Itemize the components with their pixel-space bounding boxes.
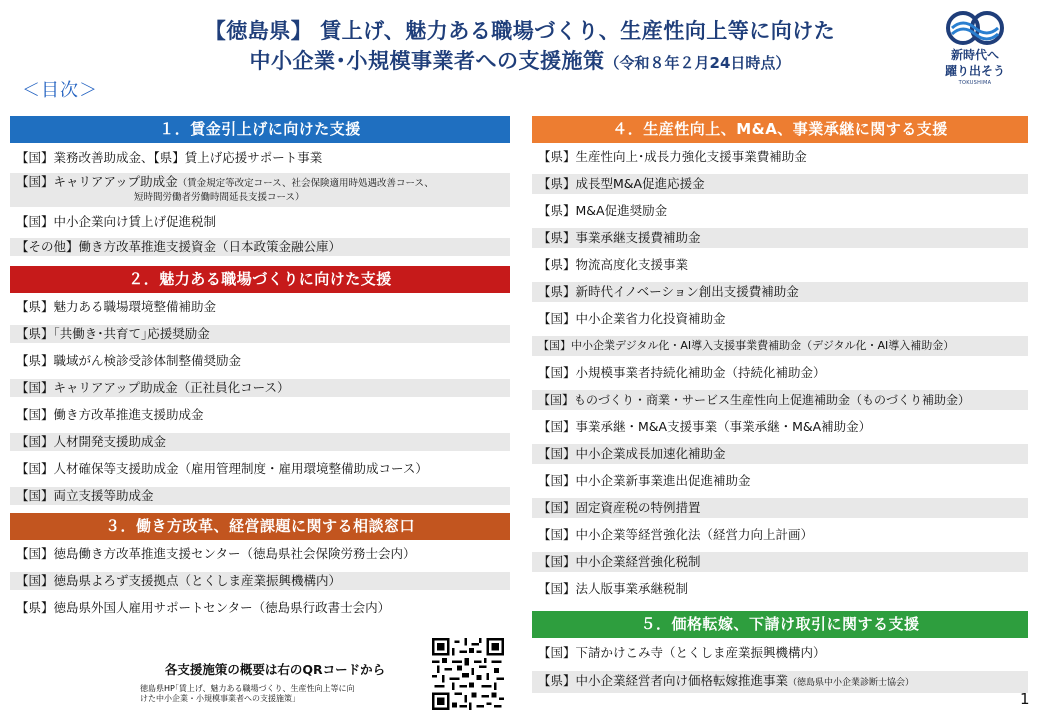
s1-item-note-2: 短時間労働者労働時間延長支援コース） [134, 192, 305, 203]
title-line-2 [120, 46, 920, 78]
s5-item-note: （徳島県中小企業診断士協会） [788, 678, 915, 688]
right-column [532, 116, 1028, 693]
s2-item: 【国】キャリアアップ助成金（正社員化コース） [10, 379, 510, 397]
logo-small: TOKUSHIMA [958, 80, 992, 86]
page-number: 1 [1020, 690, 1030, 708]
qr-small-line-1: 徳島県HP｢賃上げ、魅力ある職場づくり、生産性向上等に向 [140, 684, 355, 693]
s4-item: 【国】ものづくり・商業・サービス生産性向上促進補助金（ものづくり補助金） [532, 390, 1028, 410]
s4-item: 【県】生産性向上･成長力強化支援事業費補助金 [538, 149, 807, 164]
s4-item: 【県】成長型M&A促進応援金 [532, 174, 1028, 194]
s4-item: 【県】物流高度化支援事業 [538, 257, 689, 272]
wave-logo-icon [944, 10, 1006, 46]
s4-item: 【国】小規模事業者持続化補助金（持続化補助金） [538, 365, 826, 380]
s2-item: 【国】人材開発支援助成金 [10, 433, 510, 451]
s2-item: 【国】両立支援等助成金 [10, 487, 510, 505]
s4-item: 【国】固定資産税の特例措置 [532, 498, 1028, 518]
s5-item: 【国】下請かけこみ寺（とくしま産業振興機構内） [538, 645, 826, 660]
logo-line-2: 躍り出そう [944, 64, 1005, 78]
section-2-heading: ２．魅力ある職場づくりに向けた支援 [10, 266, 510, 293]
section-3-heading: ３．働き方改革、経営課題に関する相談窓口 [10, 513, 510, 540]
left-column [10, 116, 510, 617]
s5-item [532, 671, 1028, 693]
section-1-heading: １．賃金引上げに向けた支援 [10, 116, 510, 143]
title-date: （令和８年２月24日時点） [604, 54, 791, 72]
title-line-1: 【徳島県】 賃上げ、魅力ある職場づくり、生産性向上等に向けた [204, 19, 836, 43]
logo-line-1: 新時代へ [950, 48, 999, 62]
s3-item: 【国】徳島働き方改革推進支援センター（徳島県社会保険労務士会内） [16, 546, 416, 561]
s1-item [10, 173, 510, 207]
tokushima-logo [935, 10, 1015, 102]
s2-item: 【県】｢共働き･共育て｣応援奨励金 [10, 325, 510, 343]
qr-caption [130, 660, 420, 704]
title-line-2-main: 中小企業･小規模事業者への支援施策 [249, 49, 605, 73]
s4-item: 【県】新時代イノベーション創出支援費補助金 [532, 282, 1028, 302]
s2-item: 【国】人材確保等支援助成金（雇用管理制度・雇用環境整備助成コース） [16, 461, 428, 476]
s4-item: 【国】中小企業経営強化税制 [532, 552, 1028, 572]
s1-item-note: （賃金規定等改定コース、社会保険適用時処遇改善コース、 [177, 178, 434, 189]
s5-item-main: 【県】中小企業経営者向け価格転嫁推進事業 [538, 673, 789, 688]
s1-item-main: 【国】キャリアアップ助成金 [16, 174, 178, 189]
qr-main-text: 各支援施策の概要は右のQRコードから [164, 662, 386, 677]
s1-item: 【国】業務改善助成金、【県】賃上げ応援サポート事業 [16, 150, 323, 165]
s1-item: 【国】中小企業向け賃上げ促進税制 [16, 214, 217, 229]
s4-item: 【県】事業承継支援費補助金 [532, 228, 1028, 248]
s2-item: 【県】魅力ある職場環境整備補助金 [16, 299, 217, 314]
s3-item: 【県】徳島県外国人雇用サポートセンター（徳島県行政書士会内） [16, 600, 391, 615]
s4-item: 【国】事業承継・M&A支援事業（事業承継・M&A補助金） [538, 419, 872, 434]
qr-small-text [130, 684, 420, 704]
s4-item: 【国】中小企業デジタル化・AI導入支援事業費補助金（デジタル化・AI導入補助金） [532, 336, 1028, 356]
s4-item: 【県】M&A促進奨励金 [538, 203, 668, 218]
s4-item: 【国】中小企業成長加速化補助金 [532, 444, 1028, 464]
section-4-heading: ４．生産性向上、M&A、事業承継に関する支援 [532, 116, 1028, 143]
s4-item: 【国】中小企業新事業進出促進補助金 [538, 473, 751, 488]
s2-item: 【県】職域がん検診受診体制整備奨励金 [16, 353, 242, 368]
s1-item: 【その他】働き方改革推進支援資金（日本政策金融公庫） [10, 238, 510, 256]
toc-heading: ＜目次＞ [22, 80, 98, 101]
qr-small-line-2: けた中小企業・小規模事業者への支援施策｣ [140, 694, 296, 703]
s2-item: 【国】働き方改革推進支援助成金 [16, 407, 204, 422]
s4-item: 【国】中小企業等経営強化法（経営力向上計画） [538, 527, 814, 542]
s4-item: 【国】中小企業省力化投資補助金 [538, 311, 726, 326]
s4-item: 【国】法人版事業承継税制 [538, 581, 689, 596]
section-5-heading: ５．価格転嫁、下請け取引に関する支援 [532, 611, 1028, 638]
s3-item: 【国】徳島県よろず支援拠点（とくしま産業振興機構内） [10, 572, 510, 590]
page-title [120, 16, 920, 78]
qr-code-icon[interactable] [432, 638, 504, 710]
